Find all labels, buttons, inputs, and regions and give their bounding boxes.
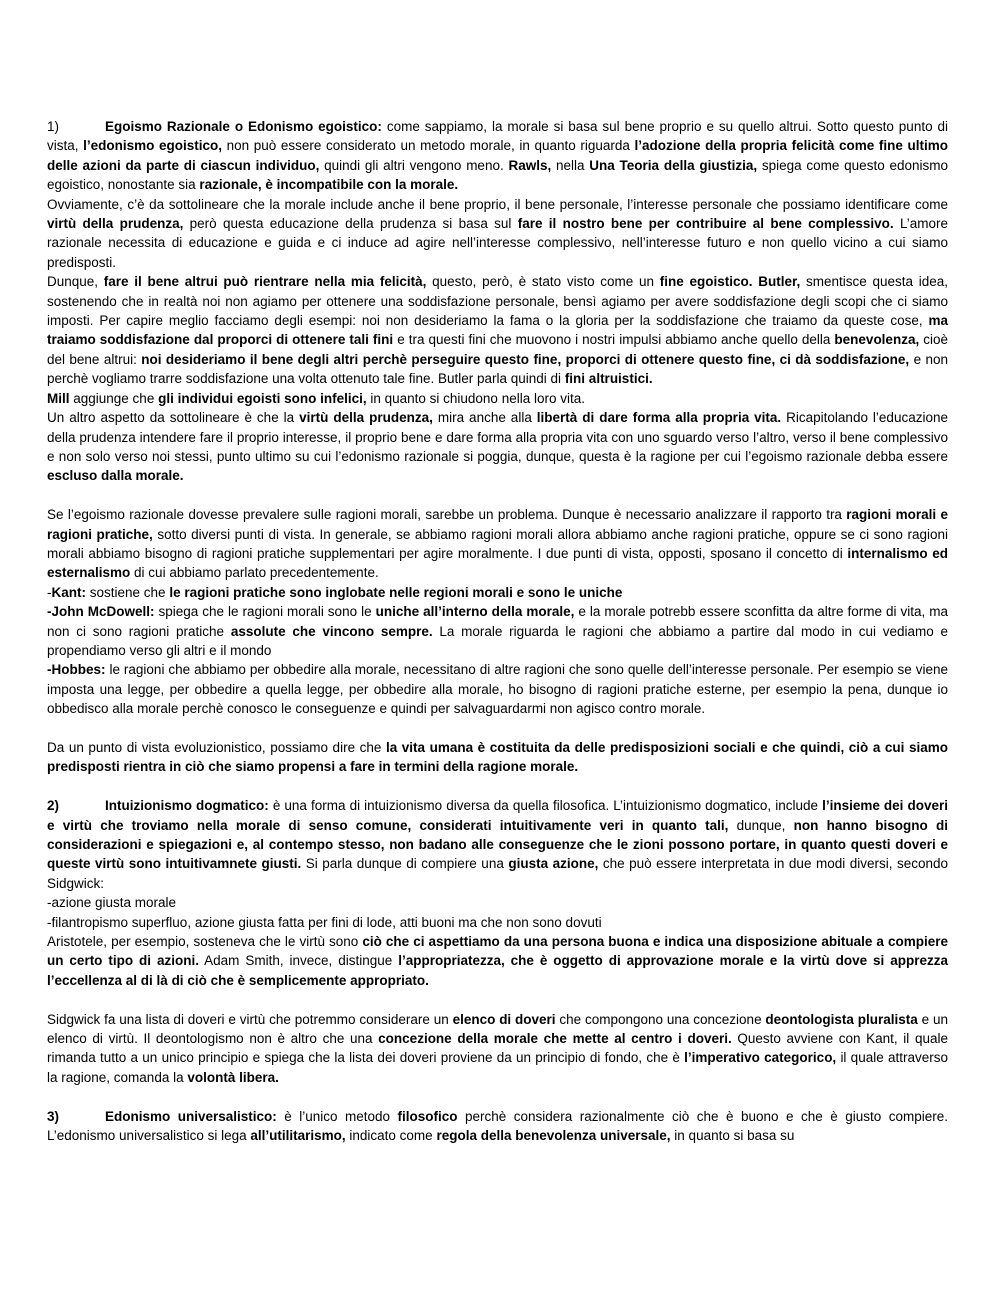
bold-text: virtù della prudenza, — [299, 410, 433, 426]
text-run: non può essere considerato un metodo morale, in quanto riguarda — [222, 138, 635, 154]
paragraph — [47, 660, 948, 718]
section-number: 2) — [47, 798, 60, 814]
paragraph-spacer — [47, 777, 948, 796]
bold-text: ragioni morali e ragioni pratiche, — [47, 507, 949, 542]
text-run: Sidgwick fa una lista di doveri e virtù che potremmo considerare un — [47, 1011, 453, 1027]
text-run: nella — [551, 157, 590, 173]
text-run: in quanto si basa su — [670, 1128, 795, 1144]
bold-text: regola della benevolenza universale, — [436, 1128, 671, 1144]
bold-text: all’utilitarismo, — [250, 1128, 346, 1144]
bold-text: gli individui egoisti sono infelici, — [158, 390, 367, 406]
paragraph — [47, 117, 948, 195]
bold-text: Una Teoria della giustizia, — [589, 157, 758, 173]
text-run: sostiene che — [86, 584, 170, 600]
bold-text: deontologista pluralista — [765, 1011, 918, 1027]
text-run: Ovviamente, c’è da sottolineare che la morale include anche il bene proprio, il bene personale, l’interesse personale che possiamo identificare come — [47, 196, 948, 212]
text-run: indicato come — [345, 1128, 437, 1144]
bold-text: concezione della morale che mette al centro i doveri. — [378, 1031, 732, 1047]
bold-text: elenco di doveri — [452, 1011, 556, 1027]
bold-text: noi desideriamo il bene degli altri perchè perseguire questo fine, proporci di ottenere questo fine, ci dà soddisfazione, — [141, 351, 910, 367]
bold-text: ciò che ci aspettiamo da una persona buona e indica una disposizione abituale a compiere un certo tipo di azioni. — [47, 934, 948, 969]
text-run: mira anche alla — [432, 410, 537, 426]
bold-text: internalismo ed esternalismo — [47, 545, 948, 581]
bold-text: -John McDowell: — [47, 604, 155, 620]
bold-text: non hanno bisogno di considerazioni e spiegazioni e, al contempo stesso, non badano alle conseguenze che le zioni possono portare, in quanto questi doveri e queste virtù sono intuitivamnete giusti. — [47, 817, 948, 872]
paragraph-spacer — [47, 990, 948, 1009]
text-run: che può essere interpretata in due modi diversi, secondo Sidgwick: — [47, 856, 948, 891]
text-run: Si parla dunque di compiere una — [301, 856, 509, 872]
bold-text: razionale, è incompatibile con la morale. — [199, 177, 459, 193]
text-run: -azione giusta morale — [47, 895, 177, 911]
bold-text: fare il nostro bene per contribuire al bene complessivo. — [517, 216, 894, 232]
bold-text: libertà di dare forma alla propria vita. — [536, 410, 782, 426]
paragraph — [47, 796, 948, 893]
bold-text: Kant: — [51, 584, 86, 600]
text-run: Dunque, — [47, 274, 104, 290]
text-run: Aristotele, per esempio, sosteneva che le virtù sono — [47, 934, 363, 950]
paragraph — [47, 505, 948, 583]
bold-text: filosofico — [397, 1108, 458, 1124]
text-run: e non perchè vogliamo trarre soddisfazione una volta ottenuto tale fine. Butler parla quindi di — [47, 351, 948, 387]
bold-text: escluso dalla morale. — [47, 468, 184, 484]
paragraph-spacer — [47, 719, 948, 738]
text-run: La morale riguarda le ragioni che abbiamo a partire dal modo in cui vediamo e propendiamo verso gli altri e il mondo — [47, 623, 948, 658]
text-run: L’amore razionale necessita di educazione e guida e ci induce ad agire nell’interesse complessivo, nell’interesse futuro e non quello vicino a cui siamo predisposti. — [47, 216, 949, 270]
paragraph-spacer — [47, 1087, 948, 1106]
bold-text: -Hobbes: — [47, 662, 106, 678]
text-run: questo, però, è stato visto come un — [426, 274, 660, 290]
text-run: Questo avviene con Kant, il quale rimanda tutto a un unico principio e spiega che la lista dei doveri proviene da un principio di fondo, che è — [47, 1031, 948, 1066]
text-run: Un altro aspetto da sottolineare è che la — [47, 410, 300, 426]
bold-text: Rawls, — [508, 157, 552, 173]
paragraph — [47, 913, 948, 932]
bold-text: le ragioni pratiche sono inglobate nelle regioni morali e sono le uniche — [169, 584, 623, 600]
paragraph — [47, 1107, 948, 1146]
bold-text: l’insieme dei doveri e virtù che troviamo nella morale di senso comune, considerati intuitivamente veri in quanto tali, — [47, 798, 948, 833]
text-run: il quale attraverso la ragione, comanda la — [47, 1050, 948, 1085]
section-number: 3) — [47, 1108, 60, 1124]
text-run: dunque, — [728, 817, 794, 833]
text-run: le ragioni che abbiamo per obbedire alla morale, necessitano di altre ragioni che sono quelle dell’interesse personale. Per esempio se viene imposta una legge, per obbedire a quella legge, per obbedire alla morale, ho bisogno di ragioni pratiche esterne, per esempio la pena, dunque io obbedisco alla morale perchè conosco le conseguenze e quindi per salvaguardarmi non agisco contro morale. — [47, 662, 948, 717]
bold-text: Egoismo Razionale o Edonismo egoistico: — [105, 119, 382, 134]
bold-text: uniche all’interno della morale, — [375, 604, 575, 620]
text-run: sotto diversi punti di vista. In generale, se abbiamo ragioni morali allora abbiamo anche ragioni pratiche, oppure se ci sono ragioni morali abbiamo bisogno di ragioni pratiche supplementari per agire moralmente. I due punti di vista, opposti, sposano il concetto di — [47, 526, 948, 561]
bold-text: assolute che vincono sempre. — [230, 623, 433, 639]
text-run: - — [47, 584, 52, 600]
paragraph — [47, 583, 948, 602]
text-run: Se l’egoismo razionale dovesse prevalere sulle ragioni morali, sarebbe un problema. Dunque è necessario analizzare il rapporto tra — [47, 507, 847, 523]
bold-text: l’appropriatezza, che è oggetto di approvazione morale e la virtù dove si apprezza l’eccellenza al di là di ciò che è semplicemente appropriato. — [47, 953, 948, 988]
text-run: spiega come questo edonismo egoistico, nonostante sia — [47, 157, 948, 193]
text-run: cioè del bene altrui: — [47, 332, 948, 367]
text-run: Da un punto di vista evoluzionistico, possiamo dire che — [47, 739, 386, 755]
text-run: è l’unico metodo — [276, 1108, 398, 1124]
text-run: è una forma di intuizionismo diversa da quella filosofica. L’intuizionismo dogmatico, include — [268, 798, 823, 814]
section-number: 1) — [47, 119, 60, 134]
text-run: perchè considera razionalmente ciò che è buono e che è giusto compiere. L’edonismo universalistico si lega — [47, 1108, 948, 1144]
text-run: quindi gli altri vengono meno. — [319, 157, 509, 173]
paragraph — [47, 932, 948, 990]
paragraph — [47, 893, 948, 912]
paragraph-spacer — [47, 486, 948, 505]
document-page — [47, 117, 948, 1145]
text-run: come sappiamo, la morale si basa sul bene proprio e su quello altrui. Sotto questo punto di vista, — [47, 119, 949, 154]
paragraph — [47, 1010, 948, 1088]
bold-text: giusta azione, — [508, 856, 599, 872]
paragraph — [47, 195, 948, 273]
text-run: e la morale potrebb essere sconfitta da altre forme di vita, ma non ci sono ragioni pratiche — [47, 604, 949, 639]
text-run: Ricapitolando l’educazione della prudenza intendere fare il proprio interesse, il proprio bene e dare forma alla propria vita con uno sguardo verso l’altro, verso il bene complessivo e non solo verso noi stessi, punto ultimo su cui l’edonismo razionale si poggia, dunque, questa è la ragione per cui l’egoismo razionale debba essere — [47, 410, 948, 464]
text-run: che compongono una concezione — [555, 1011, 766, 1027]
bold-text: fini altruistici. — [564, 371, 653, 387]
text-run: -filantropismo superfluo, azione giusta fatta per fini di lode, atti buoni ma che non sono dovuti — [47, 914, 602, 930]
bold-text: Intuizionismo dogmatico: — [105, 798, 269, 814]
bold-text: l’adozione della propria felicità come fine ultimo delle azioni da parte di ciascun individuo, — [47, 138, 948, 173]
bold-text: fare il bene altrui può rientrare nella mia felicità, — [103, 274, 427, 290]
paragraph — [47, 408, 948, 486]
text-run: Adam Smith, invece, distingue — [198, 953, 399, 969]
paragraph — [47, 738, 948, 777]
bold-text: la vita umana è costituita da delle predisposizioni sociali e che quindi, ciò a cui siamo predisposti rientra in ciò che siamo propensi a fare in termini della ragione morale. — [47, 739, 948, 775]
text-run: e un elenco di virtù. Il deontologismo non è altro che una — [47, 1011, 948, 1047]
paragraph — [47, 272, 948, 388]
bold-text: l’edonismo egoistico, — [83, 138, 223, 154]
paragraph — [47, 602, 948, 660]
bold-text: Mill — [47, 390, 70, 406]
bold-text: virtù della prudenza, — [47, 216, 184, 232]
bold-text: l’imperativo categorico, — [684, 1050, 837, 1066]
text-run: in quanto si chiudono nella loro vita. — [366, 390, 585, 406]
bold-text: benevolenza, — [834, 332, 920, 348]
text-run: di cui abbiamo parlato precedentemente. — [130, 565, 379, 581]
text-run: però questa educazione della prudenza si basa sul — [183, 216, 518, 232]
bold-text: ma traiamo soddisfazione dal proporci di ottenere tali fini — [47, 313, 948, 348]
text-run: smentisce questa idea, sostenendo che in realtà noi non agiamo per ottenere una soddisfazione personale, bensì agiamo per avere soddisfazione degli scopi che ci siamo imposti. Per capire meglio facciamo degli esempi: noi non desideriamo la fama o la gloria per la soddisfazione che traiamo da queste cose, — [47, 274, 948, 329]
text-run: aggiunge che — [69, 390, 159, 406]
text-run: e tra questi fini che muovono i nostri impulsi abbiamo anche quello della — [393, 332, 835, 348]
bold-text: volontà libera. — [187, 1069, 279, 1085]
bold-text: Edonismo universalistico: — [105, 1108, 277, 1124]
paragraph — [47, 389, 948, 408]
text-run: spiega che le ragioni morali sono le — [154, 604, 376, 620]
bold-text: fine egoistico. Butler, — [659, 274, 801, 290]
